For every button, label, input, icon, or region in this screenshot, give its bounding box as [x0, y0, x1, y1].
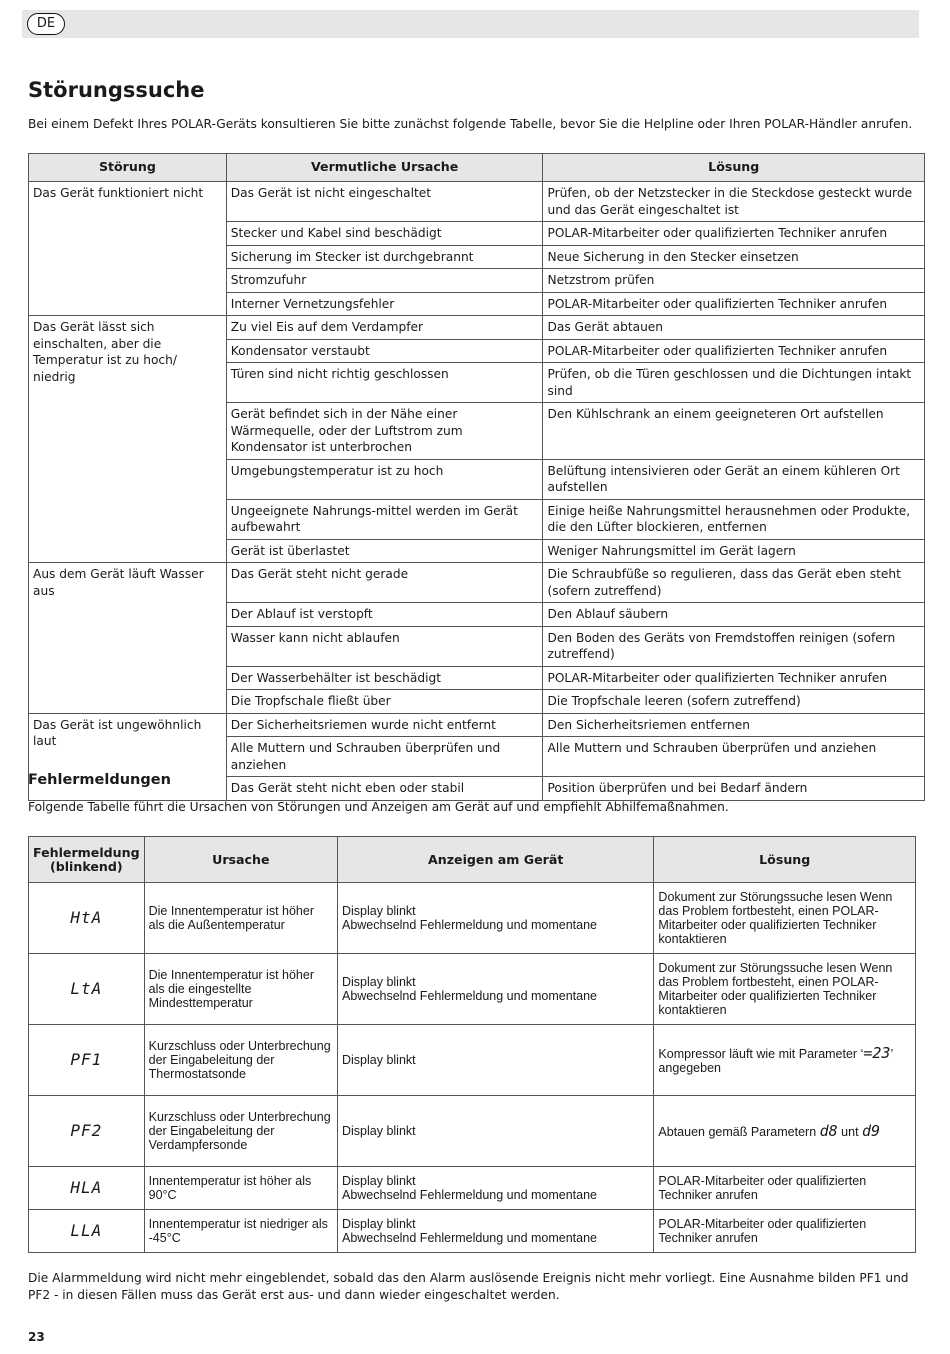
solution-cell: Die Schraubfüße so regulieren, dass das Gerät eben steht (sofern zutreffend)	[543, 563, 925, 603]
cause-cell: Umgebungstemperatur ist zu hoch	[226, 459, 543, 499]
solution-cell: POLAR-Mitarbeiter oder qualifizierten Techniker anrufen	[654, 1210, 916, 1253]
solution-cell: Dokument zur Störungssuche lesen Wenn das Problem fortbesteht, einen POLAR-Mitarbeiter oder qualifizierten Techniker kontaktieren	[654, 954, 916, 1025]
column-header: Fehlermeldung (blinkend)	[29, 837, 145, 883]
header-bar	[22, 10, 919, 38]
solution-cell: Position überprüfen und bei Bedarf ändern	[543, 777, 925, 801]
cause-cell: Sicherung im Stecker ist durchgebrannt	[226, 245, 543, 269]
table-row	[29, 1096, 916, 1167]
error-table	[28, 836, 916, 1253]
problem-cell: Das Gerät lässt sich einschalten, aber die Temperatur ist zu hoch/ niedrig	[29, 316, 227, 563]
solution-text: unt	[837, 1124, 863, 1139]
parameter-code: =23	[863, 1043, 891, 1062]
display-cell	[337, 883, 653, 954]
cause-cell: Kondensator verstaubt	[226, 339, 543, 363]
error-code-cell: HtA	[29, 883, 145, 954]
error-code-cell: LtA	[29, 954, 145, 1025]
table-row	[29, 883, 916, 954]
solution-cell: POLAR-Mitarbeiter oder qualifizierten Techniker anrufen	[543, 339, 925, 363]
solution-cell: POLAR-Mitarbeiter oder qualifizierten Techniker anrufen	[543, 222, 925, 246]
table-row	[29, 316, 925, 340]
display-cell	[337, 1167, 653, 1210]
cause-cell: Der Wasserbehälter ist beschädigt	[226, 666, 543, 690]
intro-text-2: Folgende Tabelle führt die Ursachen von Störungen und Anzeigen am Gerät auf und empfiehlt Abhilfemaßnahmen.	[28, 800, 729, 814]
cause-cell: Die Innentemperatur ist höher als die eingestellte Mindesttemperatur	[144, 954, 337, 1025]
troubleshooting-table	[28, 153, 925, 801]
footer-note: Die Alarmmeldung wird nicht mehr eingeblendet, sobald das den Alarm auslösende Ereignis nicht mehr vorliegt. Eine Ausnahme bilden PF1 und PF2 - in diesen Fällen muss das Gerät erst aus- und dann wieder eingeschaltet werden.	[28, 1271, 909, 1302]
solution-cell: POLAR-Mitarbeiter oder qualifizierten Techniker anrufen	[654, 1167, 916, 1210]
cause-cell: Der Sicherheitsriemen wurde nicht entfernt	[226, 713, 543, 737]
display-line: Abwechselnd Fehlermeldung und momentane	[341, 989, 598, 1003]
cause-cell: Innentemperatur ist höher als 90°C	[144, 1167, 337, 1210]
solution-text: ’ angegeben	[658, 1046, 893, 1075]
table-row	[29, 1025, 916, 1096]
cause-cell: Der Ablauf ist verstopft	[226, 603, 543, 627]
display-line: Display blinkt	[341, 1174, 416, 1188]
cause-cell: Die Tropfschale fließt über	[226, 690, 543, 714]
solution-cell: Belüftung intensivieren oder Gerät an einem kühleren Ort aufstellen	[543, 459, 925, 499]
cause-cell: Zu viel Eis auf dem Verdampfer	[226, 316, 543, 340]
cause-cell: Alle Muttern und Schrauben überprüfen und anziehen	[226, 737, 543, 777]
cause-cell: Das Gerät steht nicht eben oder stabil	[226, 777, 543, 801]
solution-cell: Den Sicherheitsriemen entfernen	[543, 713, 925, 737]
solution-cell: Neue Sicherung in den Stecker einsetzen	[543, 245, 925, 269]
solution-text: Kompressor läuft wie mit Parameter ‘	[658, 1046, 864, 1061]
cause-cell: Das Gerät steht nicht gerade	[226, 563, 543, 603]
table-row	[29, 1167, 916, 1210]
solution-cell: POLAR-Mitarbeiter oder qualifizierten Techniker anrufen	[543, 292, 925, 316]
display-line: Display blinkt	[341, 1053, 416, 1067]
display-cell	[337, 1025, 653, 1096]
solution-cell: Den Boden des Geräts von Fremdstoffen reinigen (sofern zutreffend)	[543, 626, 925, 666]
parameter-code: d8	[819, 1121, 838, 1140]
error-code-cell: HLA	[29, 1167, 145, 1210]
problem-cell: Das Gerät ist ungewöhnlich laut	[29, 713, 227, 800]
display-cell	[337, 1096, 653, 1167]
cause-cell: Interner Vernetzungsfehler	[226, 292, 543, 316]
intro-text: Bei einem Defekt Ihres POLAR-Geräts konsultieren Sie bitte zunächst folgende Tabelle, bevor Sie die Helpline oder Ihren POLAR-Händler anrufen.	[28, 117, 913, 131]
cause-cell: Innentemperatur ist niedriger als -45°C	[144, 1210, 337, 1253]
display-line: Abwechselnd Fehlermeldung und momentane	[341, 1188, 598, 1202]
column-header: Lösung	[654, 837, 916, 883]
language-badge: DE	[27, 13, 65, 35]
error-code-cell: LLA	[29, 1210, 145, 1253]
cause-cell: Stromzufuhr	[226, 269, 543, 293]
solution-cell: Prüfen, ob der Netzstecker in die Steckdose gesteckt wurde und das Gerät eingeschaltet ist	[543, 182, 925, 222]
cause-cell: Stecker und Kabel sind beschädigt	[226, 222, 543, 246]
display-line: Display blinkt	[341, 904, 416, 918]
error-code-cell: PF2	[29, 1096, 145, 1167]
solution-cell: Alle Muttern und Schrauben überprüfen und anziehen	[543, 737, 925, 777]
cause-cell: Gerät ist überlastet	[226, 539, 543, 563]
solution-cell: POLAR-Mitarbeiter oder qualifizierten Techniker anrufen	[543, 666, 925, 690]
table-row	[29, 563, 925, 603]
error-code-cell: PF1	[29, 1025, 145, 1096]
table-row	[29, 182, 925, 222]
solution-text: Abtauen gemäß Parametern	[658, 1124, 820, 1139]
table-header-row	[29, 837, 916, 883]
solution-cell: Weniger Nahrungsmittel im Gerät lagern	[543, 539, 925, 563]
display-line: Display blinkt	[341, 1124, 416, 1138]
solution-cell: Das Gerät abtauen	[543, 316, 925, 340]
cause-cell: Das Gerät ist nicht eingeschaltet	[226, 182, 543, 222]
display-line: Abwechselnd Fehlermeldung und momentane	[341, 918, 598, 932]
page-title: Störungssuche	[28, 78, 205, 102]
solution-cell: Einige heiße Nahrungsmittel herausnehmen oder Produkte, die den Lüfter blockieren, entfernen	[543, 499, 925, 539]
cause-cell: Kurzschluss oder Unterbrechung der Eingabeleitung der Thermostatsonde	[144, 1025, 337, 1096]
display-cell	[337, 1210, 653, 1253]
column-header: Ursache	[144, 837, 337, 883]
table-row	[29, 1210, 916, 1253]
table-header-row	[29, 154, 925, 182]
solution-cell: Den Kühlschrank an einem geeigneteren Ort aufstellen	[543, 403, 925, 460]
column-header: Lösung	[543, 154, 925, 182]
section-title: Fehlermeldungen	[28, 772, 171, 788]
display-line: Display blinkt	[341, 975, 416, 989]
problem-cell: Aus dem Gerät läuft Wasser aus	[29, 563, 227, 714]
solution-cell: Netzstrom prüfen	[543, 269, 925, 293]
cause-cell: Türen sind nicht richtig geschlossen	[226, 363, 543, 403]
solution-cell: Die Tropfschale leeren (sofern zutreffend)	[543, 690, 925, 714]
column-header: Vermutliche Ursache	[226, 154, 543, 182]
column-header: Anzeigen am Gerät	[337, 837, 653, 883]
table-row	[29, 713, 925, 737]
display-line: Display blinkt	[341, 1217, 416, 1231]
solution-cell: Dokument zur Störungssuche lesen Wenn das Problem fortbesteht, einen POLAR-Mitarbeiter oder qualifizierten Techniker kontaktieren	[654, 883, 916, 954]
solution-cell	[654, 1096, 916, 1167]
solution-cell	[654, 1025, 916, 1096]
solution-cell: Prüfen, ob die Türen geschlossen und die Dichtungen intakt sind	[543, 363, 925, 403]
solution-cell: Den Ablauf säubern	[543, 603, 925, 627]
cause-cell: Wasser kann nicht ablaufen	[226, 626, 543, 666]
cause-cell: Die Innentemperatur ist höher als die Außentemperatur	[144, 883, 337, 954]
problem-cell: Das Gerät funktioniert nicht	[29, 182, 227, 316]
display-line: Abwechselnd Fehlermeldung und momentane	[341, 1231, 598, 1245]
cause-cell: Kurzschluss oder Unterbrechung der Eingabeleitung der Verdampfersonde	[144, 1096, 337, 1167]
page-number: 23	[28, 1330, 45, 1344]
cause-cell: Gerät befindet sich in der Nähe einer Wärmequelle, oder der Luftstrom zum Kondensator ist unterbrochen	[226, 403, 543, 460]
parameter-code: d9	[862, 1121, 881, 1140]
table-row	[29, 954, 916, 1025]
column-header: Störung	[29, 154, 227, 182]
display-cell	[337, 954, 653, 1025]
cause-cell: Ungeeignete Nahrungs-mittel werden im Gerät aufbewahrt	[226, 499, 543, 539]
